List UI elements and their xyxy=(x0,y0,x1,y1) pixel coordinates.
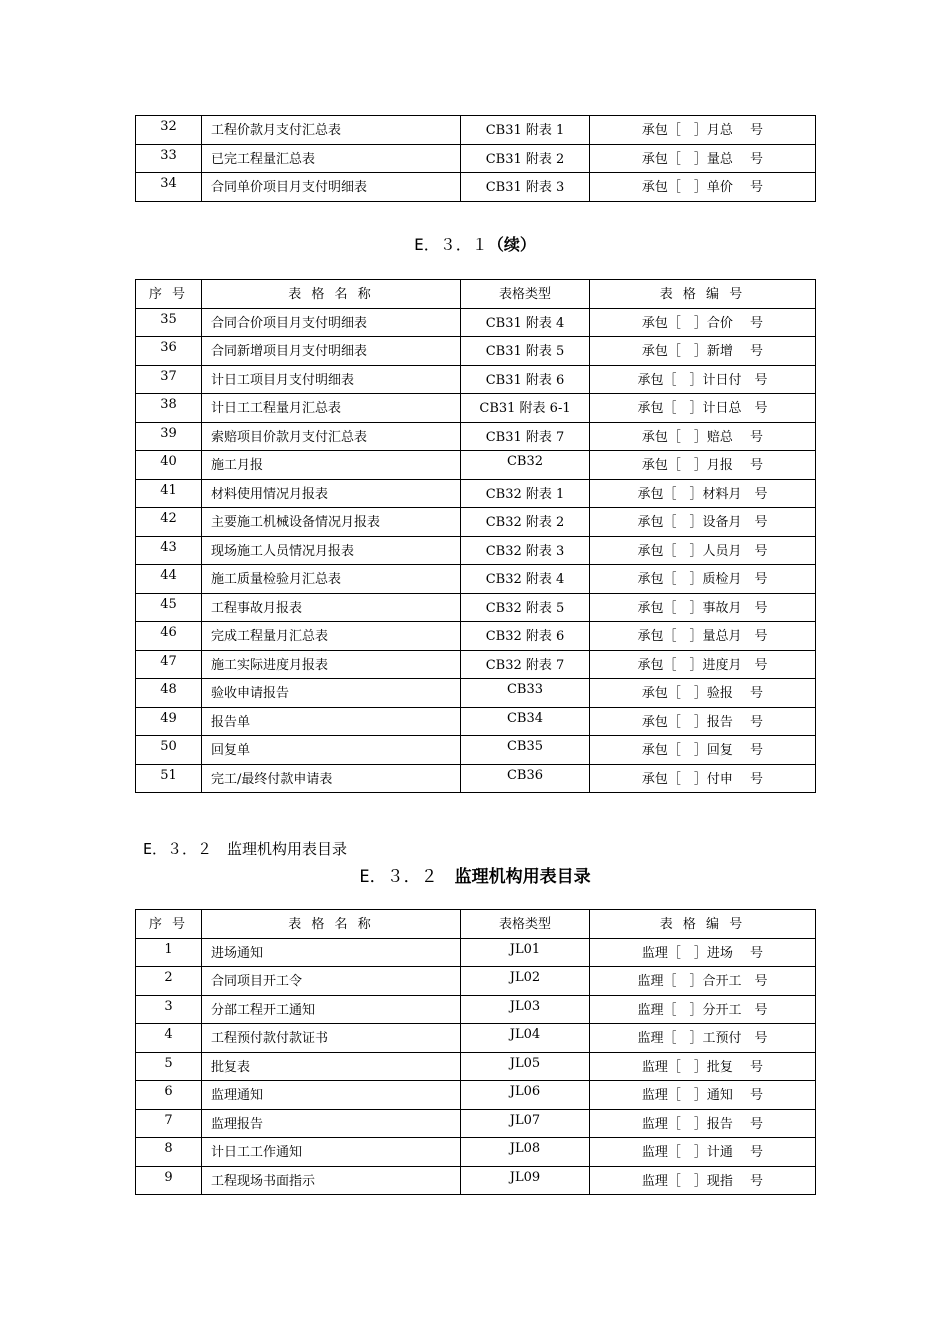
header-number: 序 号 xyxy=(136,910,202,939)
form-type: JL08 xyxy=(461,1138,590,1167)
table-jl-forms xyxy=(135,909,816,1195)
table-row xyxy=(136,365,816,394)
header-type: 表格类型 xyxy=(461,280,590,309)
row-number: 44 xyxy=(136,565,202,594)
form-name: 合同项目开工令 xyxy=(202,967,461,996)
form-code: 监理［ ］通知 号 xyxy=(590,1081,816,1110)
table-row xyxy=(136,536,816,565)
form-type: CB33 xyxy=(461,679,590,708)
form-name: 主要施工机械设备情况月报表 xyxy=(202,508,461,537)
form-name: 材料使用情况月报表 xyxy=(202,479,461,508)
form-code: 承包［ ］计日总 号 xyxy=(590,394,816,423)
header-number: 序 号 xyxy=(136,280,202,309)
section-caption-e31 xyxy=(0,232,950,255)
form-code: 承包［ ］人员月 号 xyxy=(590,536,816,565)
form-type: CB31 附表 6-1 xyxy=(461,394,590,423)
row-number: 45 xyxy=(136,593,202,622)
form-name: 监理报告 xyxy=(202,1109,461,1138)
form-type: CB32 附表 3 xyxy=(461,536,590,565)
row-number: 35 xyxy=(136,308,202,337)
section-caption-e32-small: E．３．２ 监理机构用表目录 xyxy=(143,840,348,858)
row-number: 48 xyxy=(136,679,202,708)
form-code: 承包［ ］回复 号 xyxy=(590,736,816,765)
table-row xyxy=(136,995,816,1024)
form-code: 承包［ ］量总 号 xyxy=(590,144,816,173)
row-number: 2 xyxy=(136,967,202,996)
table-row xyxy=(136,679,816,708)
row-number: 46 xyxy=(136,622,202,651)
row-number: 1 xyxy=(136,938,202,967)
form-name: 计日工工程量月汇总表 xyxy=(202,394,461,423)
row-number: 33 xyxy=(136,144,202,173)
form-type: CB35 xyxy=(461,736,590,765)
form-name: 合同新增项目月支付明细表 xyxy=(202,337,461,366)
form-code: 监理［ ］合开工 号 xyxy=(590,967,816,996)
row-number: 4 xyxy=(136,1024,202,1053)
form-name: 施工实际进度月报表 xyxy=(202,650,461,679)
table-header-row xyxy=(136,910,816,939)
form-code: 承包［ ］材料月 号 xyxy=(590,479,816,508)
table-row xyxy=(136,1052,816,1081)
header-code: 表 格 编 号 xyxy=(590,280,816,309)
row-number: 5 xyxy=(136,1052,202,1081)
form-code: 监理［ ］现指 号 xyxy=(590,1166,816,1195)
form-name: 计日工工作通知 xyxy=(202,1138,461,1167)
form-name: 工程事故月报表 xyxy=(202,593,461,622)
form-type: JL06 xyxy=(461,1081,590,1110)
table-row xyxy=(136,938,816,967)
row-number: 50 xyxy=(136,736,202,765)
table-row xyxy=(136,1138,816,1167)
row-number: 39 xyxy=(136,422,202,451)
form-code: 监理［ ］计通 号 xyxy=(590,1138,816,1167)
table-header-row xyxy=(136,280,816,309)
form-code: 承包［ ］月总 号 xyxy=(590,116,816,145)
form-code: 承包［ ］付申 号 xyxy=(590,764,816,793)
header-code: 表 格 编 号 xyxy=(590,910,816,939)
row-number: 8 xyxy=(136,1138,202,1167)
form-code: 承包［ ］质检月 号 xyxy=(590,565,816,594)
form-name: 工程预付款付款证书 xyxy=(202,1024,461,1053)
form-type: CB36 xyxy=(461,764,590,793)
table-cb31-continued xyxy=(135,115,816,202)
form-code: 承包［ ］报告 号 xyxy=(590,707,816,736)
form-code: 承包［ ］计日付 号 xyxy=(590,365,816,394)
table-row xyxy=(136,1166,816,1195)
form-type: CB31 附表 4 xyxy=(461,308,590,337)
table-row xyxy=(136,451,816,480)
form-name: 分部工程开工通知 xyxy=(202,995,461,1024)
form-name: 监理通知 xyxy=(202,1081,461,1110)
form-type: JL07 xyxy=(461,1109,590,1138)
table-row xyxy=(136,565,816,594)
header-name: 表 格 名 称 xyxy=(202,280,461,309)
table-row xyxy=(136,967,816,996)
form-type: CB32 附表 4 xyxy=(461,565,590,594)
row-number: 7 xyxy=(136,1109,202,1138)
caption-title: 监理机构用表目录 xyxy=(454,867,591,887)
table-row xyxy=(136,764,816,793)
section-caption-e32 xyxy=(0,862,950,887)
form-type: CB32 附表 7 xyxy=(461,650,590,679)
caption-number: E．３．１ xyxy=(414,235,488,254)
form-code: 承包［ ］合价 号 xyxy=(590,308,816,337)
form-type: CB31 附表 6 xyxy=(461,365,590,394)
form-name: 报告单 xyxy=(202,707,461,736)
row-number: 3 xyxy=(136,995,202,1024)
form-code: 承包［ ］事故月 号 xyxy=(590,593,816,622)
form-code: 监理［ ］报告 号 xyxy=(590,1109,816,1138)
row-number: 34 xyxy=(136,173,202,202)
form-type: CB32 附表 5 xyxy=(461,593,590,622)
form-name: 验收申请报告 xyxy=(202,679,461,708)
form-name: 现场施工人员情况月报表 xyxy=(202,536,461,565)
row-number: 43 xyxy=(136,536,202,565)
row-number: 41 xyxy=(136,479,202,508)
form-name: 批复表 xyxy=(202,1052,461,1081)
form-type: CB31 附表 1 xyxy=(461,116,590,145)
form-type: CB31 附表 2 xyxy=(461,144,590,173)
row-number: 47 xyxy=(136,650,202,679)
form-name: 施工质量检验月汇总表 xyxy=(202,565,461,594)
form-type: JL04 xyxy=(461,1024,590,1053)
table-row xyxy=(136,1109,816,1138)
table-cb-forms xyxy=(135,279,816,793)
row-number: 37 xyxy=(136,365,202,394)
form-type: JL05 xyxy=(461,1052,590,1081)
table-row xyxy=(136,394,816,423)
table-row xyxy=(136,622,816,651)
form-name: 进场通知 xyxy=(202,938,461,967)
form-type: JL03 xyxy=(461,995,590,1024)
row-number: 42 xyxy=(136,508,202,537)
form-code: 承包［ ］单价 号 xyxy=(590,173,816,202)
table-row xyxy=(136,508,816,537)
row-number: 9 xyxy=(136,1166,202,1195)
form-code: 承包［ ］进度月 号 xyxy=(590,650,816,679)
form-code: 监理［ ］进场 号 xyxy=(590,938,816,967)
row-number: 32 xyxy=(136,116,202,145)
table-row xyxy=(136,1081,816,1110)
form-name: 索赔项目价款月支付汇总表 xyxy=(202,422,461,451)
row-number: 38 xyxy=(136,394,202,423)
form-name: 完工/最终付款申请表 xyxy=(202,764,461,793)
table-row xyxy=(136,422,816,451)
table-row xyxy=(136,707,816,736)
form-type: CB32 附表 1 xyxy=(461,479,590,508)
form-name: 合同单价项目月支付明细表 xyxy=(202,173,461,202)
form-name: 合同合价项目月支付明细表 xyxy=(202,308,461,337)
form-type: JL02 xyxy=(461,967,590,996)
table-row xyxy=(136,1024,816,1053)
row-number: 51 xyxy=(136,764,202,793)
caption-number: E．３．２ xyxy=(359,867,455,887)
header-type: 表格类型 xyxy=(461,910,590,939)
form-type: CB32 附表 6 xyxy=(461,622,590,651)
form-code: 监理［ ］分开工 号 xyxy=(590,995,816,1024)
table-row xyxy=(136,144,816,173)
form-type: CB32 xyxy=(461,451,590,480)
form-name: 回复单 xyxy=(202,736,461,765)
form-name: 工程价款月支付汇总表 xyxy=(202,116,461,145)
form-code: 承包［ ］月报 号 xyxy=(590,451,816,480)
caption-continued: （续） xyxy=(487,235,536,254)
table-row xyxy=(136,116,816,145)
form-name: 计日工项目月支付明细表 xyxy=(202,365,461,394)
form-type: CB31 附表 5 xyxy=(461,337,590,366)
row-number: 40 xyxy=(136,451,202,480)
form-type: CB34 xyxy=(461,707,590,736)
form-code: 承包［ ］设备月 号 xyxy=(590,508,816,537)
header-name: 表 格 名 称 xyxy=(202,910,461,939)
table-row xyxy=(136,337,816,366)
form-type: CB32 附表 2 xyxy=(461,508,590,537)
form-code: 承包［ ］验报 号 xyxy=(590,679,816,708)
row-number: 6 xyxy=(136,1081,202,1110)
row-number: 49 xyxy=(136,707,202,736)
form-code: 承包［ ］新增 号 xyxy=(590,337,816,366)
table-row xyxy=(136,479,816,508)
form-type: JL01 xyxy=(461,938,590,967)
table-row xyxy=(136,736,816,765)
form-name: 完成工程量月汇总表 xyxy=(202,622,461,651)
form-type: CB31 附表 7 xyxy=(461,422,590,451)
form-type: CB31 附表 3 xyxy=(461,173,590,202)
form-name: 施工月报 xyxy=(202,451,461,480)
table-row xyxy=(136,593,816,622)
form-code: 监理［ ］工预付 号 xyxy=(590,1024,816,1053)
form-code: 承包［ ］赔总 号 xyxy=(590,422,816,451)
form-type: JL09 xyxy=(461,1166,590,1195)
form-code: 监理［ ］批复 号 xyxy=(590,1052,816,1081)
form-name: 工程现场书面指示 xyxy=(202,1166,461,1195)
table-row xyxy=(136,650,816,679)
table-row xyxy=(136,173,816,202)
row-number: 36 xyxy=(136,337,202,366)
form-code: 承包［ ］量总月 号 xyxy=(590,622,816,651)
table-row xyxy=(136,308,816,337)
form-name: 已完工程量汇总表 xyxy=(202,144,461,173)
